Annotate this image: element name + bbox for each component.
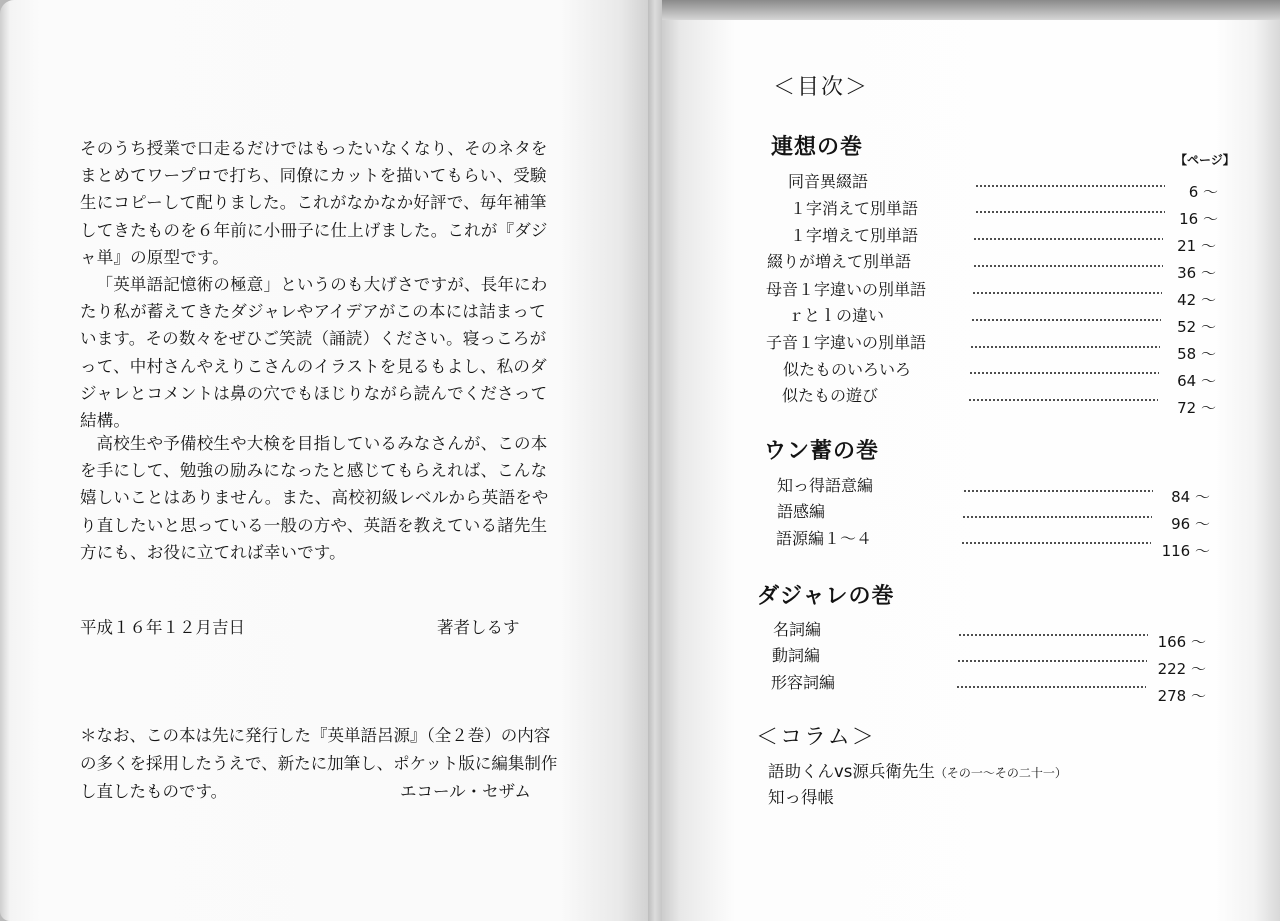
toc-entry-page: 72 ～ (1177, 399, 1216, 417)
toc-entry-page: 278 ～ (1157, 687, 1206, 705)
toc-entry-page: 64 ～ (1177, 372, 1216, 390)
toc-entry-label: 動詞編 (772, 646, 821, 665)
toc-entry-page: 36 ～ (1177, 264, 1216, 282)
toc-entry-page: 116 ～ (1161, 542, 1210, 560)
dot-leader (973, 238, 1163, 240)
section-title-renso: 連想の巻 (771, 135, 864, 160)
toc-title: ＜目次＞ (773, 75, 870, 100)
toc-entry-label: ｒとｌの違い (788, 306, 885, 325)
column-item (768, 758, 1067, 782)
toc-entry-page: 58 ～ (1177, 345, 1216, 363)
toc-entry-page: 6 ～ (1188, 183, 1218, 201)
dot-leader (961, 542, 1151, 544)
right-page (655, 0, 1280, 921)
toc-entry-label: １字消えて別単語 (790, 199, 919, 218)
page-top-shadow (655, 0, 1280, 20)
dot-leader (970, 346, 1160, 348)
toc-entry-label: 似たもの遊び (782, 386, 879, 405)
toc-entry-label: 語源編１～４ (776, 529, 873, 548)
toc-entry-page: 96 ～ (1171, 515, 1210, 533)
column-item (768, 784, 834, 808)
toc-entry-page: 21 ～ (1177, 237, 1216, 255)
dot-leader (963, 490, 1153, 492)
dot-leader (975, 185, 1165, 187)
toc-entry-label: 語感編 (777, 502, 826, 521)
toc-entry-label: 名詞編 (773, 620, 822, 639)
publisher-note: ＊なお、この本は先に発行した『英単語呂源』（全２巻）の内容の多くを採用したうえで、新たに加筆し、ポケット版に編集制作し直したものです。 (80, 726, 558, 801)
paragraph-3: 高校生や予備校生や大検を目指しているみなさんが、この本を手にして、勉強の励みになったと感じてもらえれば、こんな嬉しいことはありません。また、高校初級レベルから英語をやり直したいと思っている一般の方や、英語を教えている諸先生方にも、お役に立てれば幸いです。 (80, 434, 549, 562)
toc-entry-label: 母音１字違いの別単語 (766, 280, 927, 299)
page-column-header: 【ページ】 (1175, 153, 1235, 167)
toc-entry-label: １字増えて別単語 (790, 226, 919, 245)
dot-leader (957, 660, 1147, 662)
dot-leader (971, 319, 1161, 321)
toc-entry-label: 形容詞編 (771, 673, 836, 692)
toc-entry-label: 知っ得語意編 (777, 476, 874, 495)
dot-leader (972, 292, 1162, 294)
paragraph-2: 「英単語記憶術の極意」というのも大げさですが、長年にわたり私が蓄えてきたダジャレやアイデアがこの本には詰まっています。その数々をぜひご笑読（誦読）ください。寝っころがって、中村さんやえりこさんのイラストを見るもよし、私のダジャレとコメントは鼻の穴でもほじりながら読んでくださって結構。 (80, 275, 548, 431)
paragraph-1: そのうち授業で口走るだけではもったいなくなり、そのネタをまとめてワープロで打ち、同僚にカットを描いてもらい、受験生にコピーして配りました。これがなかなか好評で、毎年補筆してきたものを６年前に小冊子に仕上げました。これが『ダジャ単』の原型です。 (80, 139, 548, 267)
dot-leader (958, 634, 1148, 636)
toc-entry-label: 同音異綴語 (788, 172, 869, 191)
dot-leader (956, 686, 1146, 688)
dot-leader (968, 399, 1158, 401)
publisher-name: エコール・セザム (400, 782, 531, 801)
column-title: ＜コラム＞ (756, 725, 876, 750)
column-item-note: （その一～その二十一） (934, 766, 1067, 780)
dot-leader (975, 211, 1165, 213)
toc-entry-label: 綴りが増えて別単語 (767, 252, 912, 271)
toc-entry-page: 222 ～ (1157, 660, 1206, 678)
section-title-unchiku: ウン蓄の巻 (764, 439, 880, 464)
toc-entry-page: 42 ～ (1177, 291, 1216, 309)
column-item-label: 知っ得帳 (768, 788, 834, 807)
dot-leader (969, 372, 1159, 374)
date-line: 平成１６年１２月吉日 (80, 618, 245, 637)
toc-entry-page: 16 ～ (1179, 210, 1218, 228)
signature: 著者しるす (437, 618, 520, 637)
book-gutter (648, 0, 662, 921)
dot-leader (973, 265, 1163, 267)
toc-entry-page: 52 ～ (1177, 318, 1216, 336)
section-title-dajare: ダジャレの巻 (757, 584, 895, 609)
toc-entry-page: 84 ～ (1171, 488, 1210, 506)
toc-entry-page: 166 ～ (1157, 633, 1206, 651)
toc-entry-label: 似たものいろいろ (783, 360, 912, 379)
dot-leader (962, 516, 1152, 518)
toc-entry-label: 子音１字違いの別単語 (766, 333, 927, 352)
column-item-label: 語助くんvs源兵衛先生 (768, 762, 935, 781)
